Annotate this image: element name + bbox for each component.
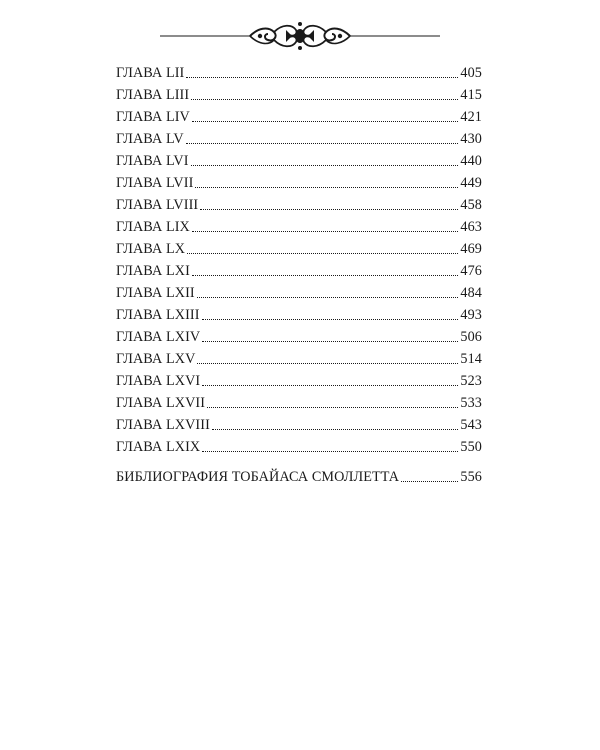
toc-entry-label: ГЛАВА LIII <box>116 87 190 103</box>
toc-entry-label: ГЛАВА LIV <box>116 109 190 125</box>
dot-leader <box>202 450 458 452</box>
toc-entry-label: ГЛАВА LIX <box>116 219 190 235</box>
dot-leader <box>192 120 459 122</box>
toc-entry[interactable] <box>116 170 482 192</box>
toc-entry-page: 484 <box>460 285 482 301</box>
header-ornament <box>160 18 440 54</box>
dot-leader <box>401 480 458 482</box>
toc-entry-label: ГЛАВА LXV <box>116 351 196 367</box>
toc-entry-page: 449 <box>460 175 482 191</box>
dot-leader <box>192 274 459 276</box>
dot-leader <box>191 164 459 166</box>
toc-entry[interactable] <box>116 434 482 456</box>
dot-leader <box>197 362 458 364</box>
toc-entry[interactable] <box>116 324 482 346</box>
dot-leader <box>212 428 459 430</box>
toc-entry-bibliography[interactable] <box>116 464 482 486</box>
toc-entry[interactable] <box>116 302 482 324</box>
toc-entry-page: 430 <box>460 131 482 147</box>
toc-entry[interactable] <box>116 148 482 170</box>
toc-entry-page: 415 <box>460 87 482 103</box>
toc-entry-page: 440 <box>460 153 482 169</box>
toc-entry-label: ГЛАВА LXIV <box>116 329 201 345</box>
dot-leader <box>191 98 458 100</box>
toc-entry-label: ГЛАВА LVI <box>116 153 189 169</box>
toc-entry[interactable] <box>116 82 482 104</box>
toc-entry-page: 543 <box>460 417 482 433</box>
toc-entry-label: ГЛАВА LXII <box>116 285 195 301</box>
dot-leader <box>186 142 459 144</box>
dot-leader <box>202 340 458 342</box>
toc-entry-page: 469 <box>460 241 482 257</box>
toc-entry-page: 506 <box>460 329 482 345</box>
toc-entry[interactable] <box>116 258 482 280</box>
dot-leader <box>200 208 458 210</box>
toc-entry-label: БИБЛИОГРАФИЯ ТОБАЙАСА СМОЛЛЕТТА <box>116 469 400 485</box>
dot-leader <box>197 296 459 298</box>
toc-entry-page: 463 <box>460 219 482 235</box>
toc-entry[interactable] <box>116 236 482 258</box>
toc-entry-label: ГЛАВА LXIII <box>116 307 200 323</box>
dot-leader <box>186 76 458 78</box>
toc-entry[interactable] <box>116 214 482 236</box>
toc-entry[interactable] <box>116 280 482 302</box>
dot-leader <box>187 252 458 254</box>
toc-entry-label: ГЛАВА LXVII <box>116 395 206 411</box>
dot-leader <box>195 186 458 188</box>
toc-entry[interactable] <box>116 60 482 82</box>
toc-entry-label: ГЛАВА LXI <box>116 263 190 279</box>
toc-entry-page: 493 <box>460 307 482 323</box>
toc-entry-page: 533 <box>460 395 482 411</box>
toc-entry-page: 550 <box>460 439 482 455</box>
toc-entry-label: ГЛАВА LVIII <box>116 197 199 213</box>
toc-entry-label: ГЛАВА LXVIII <box>116 417 210 433</box>
toc-entry-page: 556 <box>460 469 482 485</box>
dot-leader <box>192 230 459 232</box>
toc-entry-label: ГЛАВА LII <box>116 65 185 81</box>
toc-entry-page: 421 <box>460 109 482 125</box>
toc-entry[interactable] <box>116 368 482 390</box>
dot-leader <box>207 406 458 408</box>
toc-entry-label: ГЛАВА LV <box>116 131 184 147</box>
toc-entry-page: 523 <box>460 373 482 389</box>
dot-leader <box>202 318 459 320</box>
toc-entry[interactable] <box>116 192 482 214</box>
toc-entry-label: ГЛАВА LX <box>116 241 186 257</box>
toc-entry-page: 458 <box>460 197 482 213</box>
toc-entry[interactable] <box>116 346 482 368</box>
toc-entry[interactable] <box>116 412 482 434</box>
toc-entry-label: ГЛАВА LXVI <box>116 373 201 389</box>
table-of-contents <box>116 60 482 486</box>
toc-entry[interactable] <box>116 126 482 148</box>
toc-entry-page: 476 <box>460 263 482 279</box>
toc-entry-label: ГЛАВА LVII <box>116 175 194 191</box>
toc-entry-page: 514 <box>460 351 482 367</box>
toc-entry-label: ГЛАВА LXIX <box>116 439 201 455</box>
toc-entry[interactable] <box>116 390 482 412</box>
dot-leader <box>202 384 458 386</box>
toc-entry[interactable] <box>116 104 482 126</box>
toc-entry-page: 405 <box>460 65 482 81</box>
